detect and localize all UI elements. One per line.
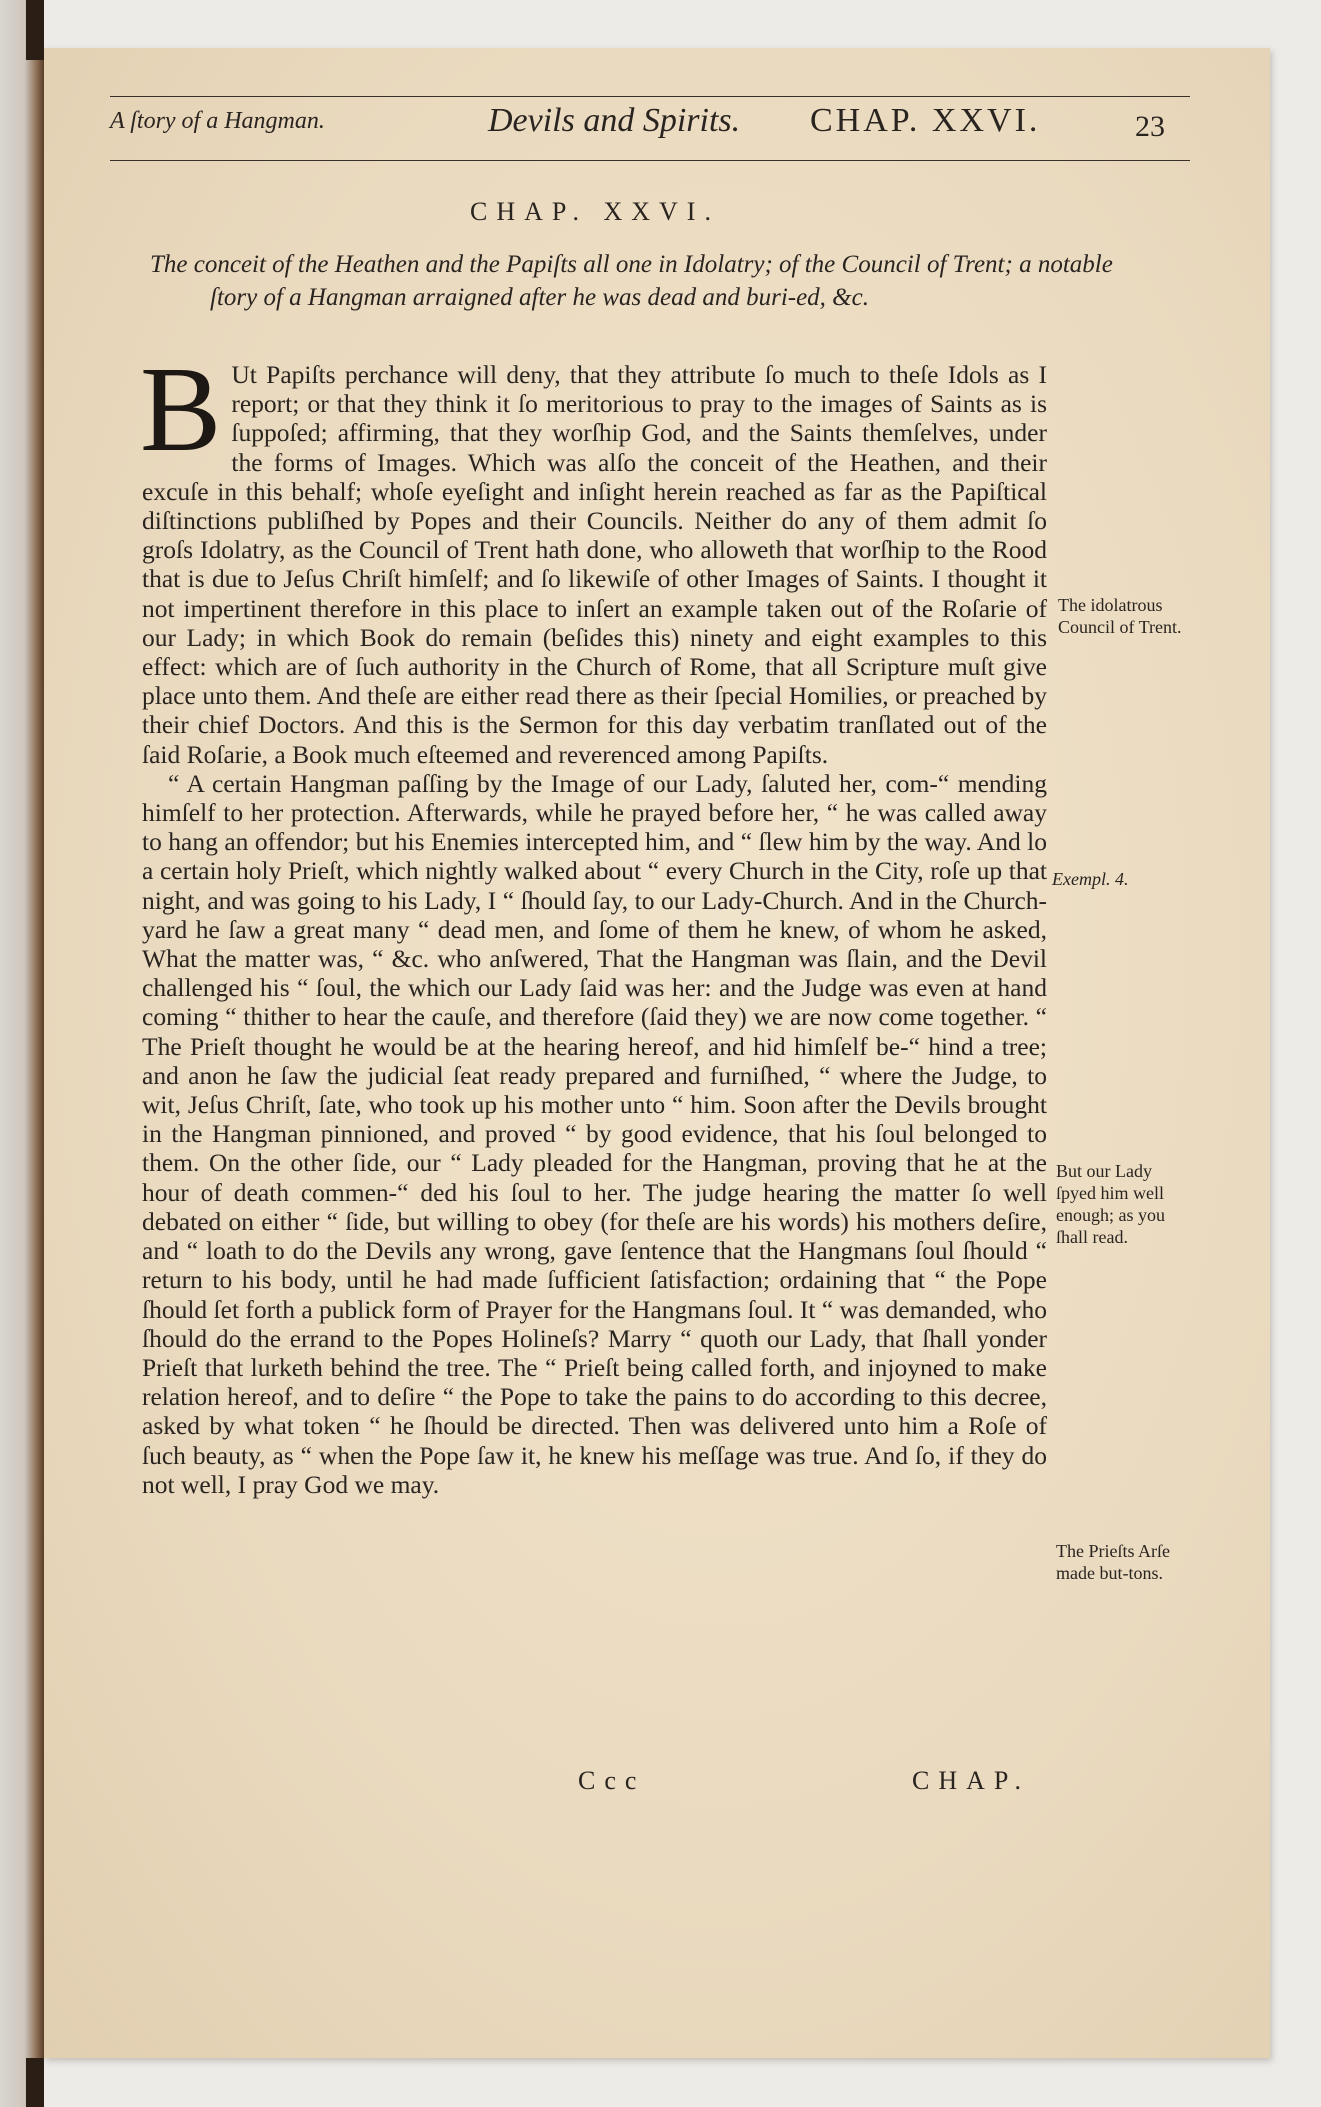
running-head-chapter: CHAP. XXVI.	[810, 102, 1041, 139]
signature-mark: Ccc	[578, 1766, 646, 1795]
margin-note-council: The idolatrous Council of Trent.	[1058, 595, 1182, 637]
gutter-band-bottom	[26, 2058, 44, 2107]
margin-note-our-lady: But our Lady ſpyed him well enough; as you ſhall read.	[1056, 1161, 1165, 1247]
paragraph-argument: Ut Papiſts perchance will deny, that they attribute ſo much to theſe Idols as I report; or that they think it ſo meritorious to pray to the images of Saints as is ſuppoſed; affirming, that they worſhip God, and the Saints themſelves, under the forms of Images. Which was alſo the conceit of the Heathen, and their excuſe in this behalf; whoſe eyeſight and inſight herein reached as far as the Papiſtical diſtinctions publiſhed by Popes and their Councils. Neither do any of them admit ſo groſs Idolatry, as the Council of Trent hath done, who alloweth that worſhip to the Rood that is due to Jeſus Chriſt himſelf; and ſo likewiſe of other Images of Saints. I thought it not impertinent therefore in this place to inſert an example taken out of the Roſarie of our Lady; in which Book do remain (beſides this) ninety and eight examples to this effect: which are of ſuch authority in the Church of Rome, that all Scripture muſt give place unto them. And theſe are either read there as their ſpecial Homilies, or preached by their chief Doctors. And this is the Sermon for this day verbatim tranſlated out of the ſaid Roſarie, a Book much eſteemed and reverenced among Papiſts.	[142, 360, 1047, 769]
chapter-summary: The conceit of the Heathen and the Papiſts all one in Idolatry; of the Council of Trent; a notable ſtory of a Hangman arraigned after he was dead and buri-ed, &c.	[150, 251, 1113, 311]
margin-note-priests: The Prieſts Arſe made but-tons.	[1056, 1541, 1170, 1583]
book-gutter	[0, 0, 44, 2107]
body-text	[140, 342, 1048, 1499]
drop-cap: B	[140, 342, 222, 477]
margin-note-example: Exempl. 4.	[1052, 869, 1129, 889]
paragraph-hangman-story: “ A certain Hangman paſſing by the Image of our Lady, ſaluted her, com-“ mending himſelf to her protection. Afterwards, while he prayed before her, “ he was called away to hang an offendor; but his Enemies intercepted him, and “ ſlew him by the way. And lo a certain holy Prieſt, which nightly walked about “ every Church in the City, roſe up that night, and was going to his Lady, I “ ſhould ſay, to our Lady-Church. And in the Church-yard he ſaw a great many “ dead men, and ſome of them he knew, of whom he asked, What the matter was, “ &c. who anſwered, That the Hangman was ſlain, and the Devil challenged his “ ſoul, the which our Lady ſaid was her: and the Judge was even at hand coming “ thither to hear the cauſe, and therefore (ſaid they) we are now come together. “ The Prieſt thought he would be at the hearing hereof, and hid himſelf be-“ hind a tree; and anon he ſaw the judicial ſeat ready prepared and furniſhed, “ where the Judge, to wit, Jeſus Chriſt, ſate, who took up his mother unto “ him. Soon after the Devils brought in the Hangman pinnioned, and proved “ by good evidence, that his ſoul belonged to them. On the other ſide, our “ Lady pleaded for the Hangman, proving that he at the hour of death commen-“ ded his ſoul to her. The judge hearing the matter ſo well debated on either “ ſide, but willing to obey (for theſe are his words) his mothers deſire, and “ loath to do the Devils any wrong, gave ſentence that the Hangmans ſoul ſhould “ return to his body, until he had made ſufficient ſatisfaction; ordaining that “ the Pope ſhould ſet forth a publick form of Prayer for the Hangmans ſoul. It “ was demanded, who ſhould do the errand to the Popes Holineſs? Marry “ quoth our Lady, that ſhall yonder Prieſt that lurketh behind the tree. The “ Prieſt being called forth, and injoyned to make relation hereof, and to deſire “ the Pope to take the pains to do according to this decree, asked by what token “ he ſhould be directed. Then was delivered unto him a Roſe of ſuch beauty, as “ when the Pope ſaw it, he knew his meſſage was true. And ſo, if they do not well, I pray God we may.	[142, 768, 1048, 1499]
running-head-left: A ſtory of a Hangman.	[110, 108, 325, 134]
gutter-band-top	[26, 0, 44, 60]
header-rule-top	[110, 96, 1190, 97]
header-rule-bottom	[110, 160, 1190, 161]
running-head	[110, 98, 1200, 158]
chapter-heading: CHAP. XXVI.	[470, 197, 720, 226]
page-number: 23	[1135, 110, 1165, 143]
running-head-title: Devils and Spirits.	[488, 102, 741, 139]
catchword: CHAP.	[912, 1766, 1030, 1795]
